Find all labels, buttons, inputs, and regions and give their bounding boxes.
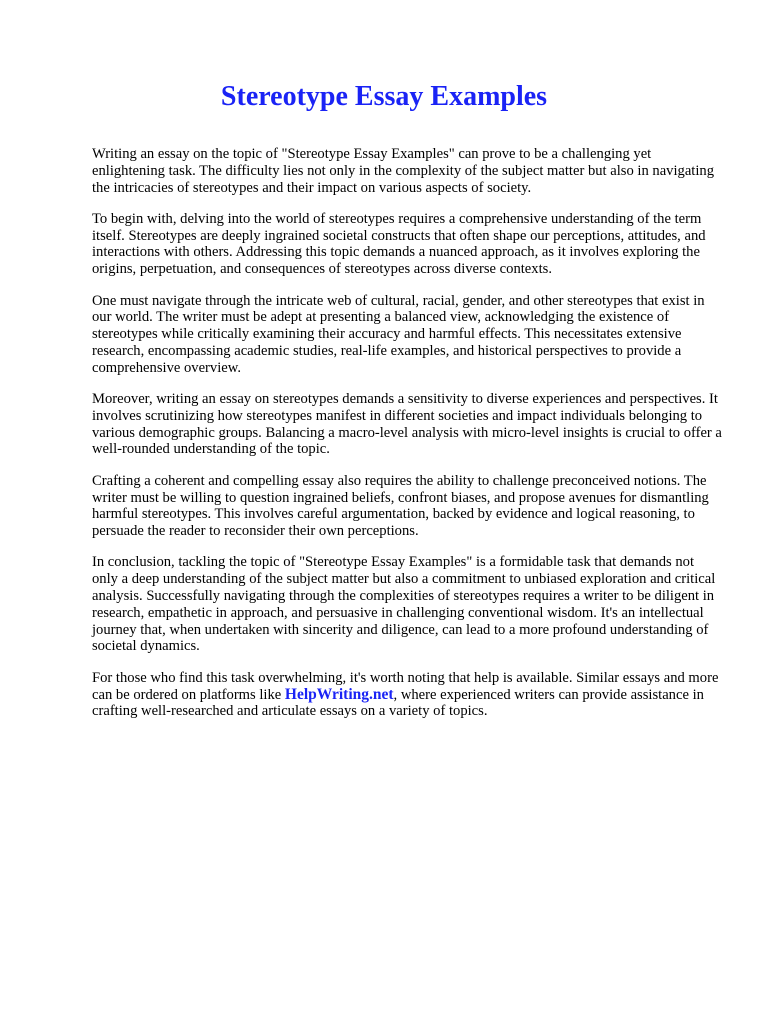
paragraph-5: Crafting a coherent and compelling essay also requires the ability to challenge preconceived notions. The writer must be willing to question ingrained beliefs, confront biases, and propose avenues for dismantling harmful stereotypes. This involves careful argumentation, backed by evidence and logical reasoning, to persuade the reader to reconsider their own perceptions. — [92, 472, 709, 540]
paragraph-2: To begin with, delving into the world of stereotypes requires a comprehensive understanding of the term itself. Stereotypes are deeply ingrained societal constructs that often shape our perceptions, attitudes, and interactions with others. Addressing this topic demands a nuanced approach, as it involves exploring the origins, perpetuation, and consequences of stereotypes across diverse contexts. — [92, 210, 706, 278]
paragraph-1: Writing an essay on the topic of "Stereotype Essay Examples" can prove to be a challenging yet enlightening task. The difficulty lies not only in the complexity of the subject matter but also in navigating the intricacies of stereotypes and their impact on various aspects of society. — [92, 146, 715, 196]
paragraph-7 — [92, 670, 722, 720]
paragraph-3: One must navigate through the intricate web of cultural, racial, gender, and other stereotypes that exist in our world. The writer must be adept at presenting a balanced view, acknowledging the existence of stereotypes while critically examining their accuracy and harmful effects. This necessitates extensive research, encompassing academic studies, real-life examples, and historical perspectives to provide a comprehensive overview. — [92, 292, 705, 376]
paragraph-7-before-link: For those who find this task overwhelming, it's worth noting that help is available. Similar essays and more can be ordered on platforms like — [92, 669, 719, 703]
essay-body — [92, 146, 722, 735]
page-title: Stereotype Essay Examples — [220, 81, 548, 112]
helpwriting-link[interactable]: HelpWriting.net — [284, 685, 394, 703]
paragraph-6: In conclusion, tackling the topic of "Stereotype Essay Examples" is a formidable task that demands not only a deep understanding of the subject matter but also a commitment to unbiased exploration and critical analysis. Successfully navigating through the complexities of stereotypes requires a writer to be diligent in research, empathetic in approach, and persuasive in challenging conventional wisdom. It's an intellectual journey that, when undertaken with sincerity and diligence, can lead to a more profound understanding of societal dynamics. — [92, 554, 716, 655]
paragraph-7-after-link: , where experienced writers can provide assistance in crafting well-researched and articulate essays on a variety of topics. — [92, 686, 704, 720]
paragraph-4: Moreover, writing an essay on stereotypes demands a sensitivity to diverse experiences and perspectives. It involves scrutinizing how stereotypes manifest in different societies and impact individuals belonging to various demographic groups. Balancing a macro-level analysis with micro-level insights is crucial to offer a well-rounded understanding of the topic. — [92, 391, 722, 458]
